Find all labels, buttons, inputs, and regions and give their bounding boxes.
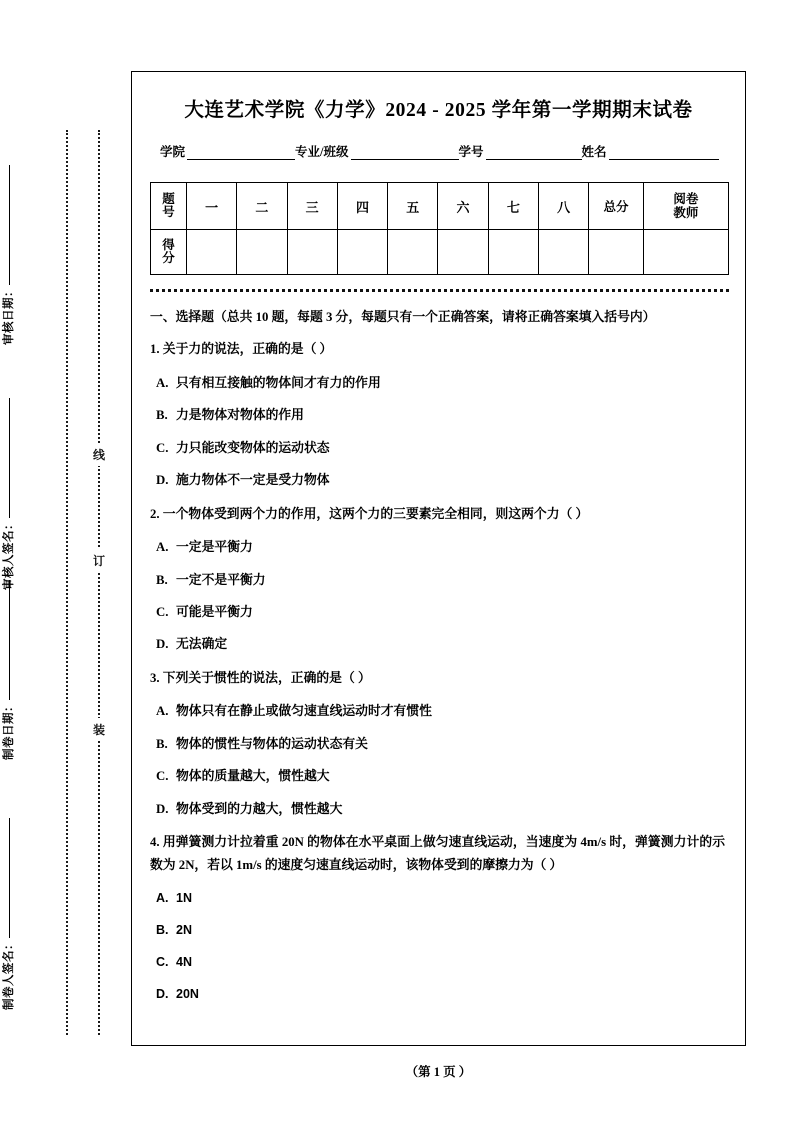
question-3-option-d-text: 物体受到的力越大，惯性越大 [176,801,343,816]
binding-char-order: 订 [88,549,110,572]
score-table-score-char2: 分 [162,251,175,265]
question-1-option-a[interactable] [156,373,725,393]
question-2-option-a-text: 一定是平衡力 [176,540,253,555]
question-1-option-c-text: 力只能改变物体的运动状态 [176,440,330,455]
page-footer [131,1062,746,1080]
student-id-field[interactable] [459,142,582,160]
question-4-option-d-text: 20N [176,986,199,1001]
score-table-score-char1: 得 [162,237,175,252]
score-cell-3[interactable] [287,230,337,275]
college-field[interactable] [160,142,295,160]
section-heading: 一、选择题（总共 10 题，每题 3 分，每题只有一个正确答案，请将正确答案填入括号内） [150,310,656,324]
score-table-col-7: 七 [488,183,538,230]
margin-label-paper-author-signature-rule [9,818,10,938]
question-1-option-d-tag: D. [156,473,169,488]
question-3-option-c-text: 物体的质量越大，惯性越大 [176,769,330,784]
margin-label-review-date-rule [9,165,10,285]
binding-margin [0,0,131,1122]
question-4-option-d-tag: D. [156,986,169,1001]
margin-label-paper-date-rule [9,580,10,700]
score-table-col-6: 六 [438,183,488,230]
score-table-col-5: 五 [388,183,438,230]
student-name-label: 姓名 [581,145,607,159]
question-2-option-a[interactable] [156,537,725,557]
question-4-option-c-tag: C. [156,954,169,969]
score-cell-6[interactable] [438,230,488,275]
question-1-option-b-text: 力是物体对物体的作用 [176,408,304,423]
section-divider [150,289,729,292]
question-2-option-c-tag: C. [156,604,169,619]
score-table-col-3: 三 [287,183,337,230]
score-table-col-4: 四 [337,183,387,230]
student-id-input-blank[interactable] [486,146,582,160]
question-2-option-d[interactable] [156,634,725,654]
question-4-option-a-tag: A. [156,890,169,905]
question-1-option-c-tag: C. [156,440,169,455]
question-2-option-c-text: 可能是平衡力 [176,604,253,619]
question-4-option-b[interactable] [156,920,725,940]
student-name-field[interactable] [582,142,719,160]
question-2-option-b-tag: B. [156,572,168,587]
question-3-option-a[interactable] [156,701,725,721]
score-table-teacher-label [643,183,728,230]
question-3-option-c-tag: C. [156,769,169,784]
college-label: 学院 [160,145,186,159]
major-class-field[interactable] [295,142,458,160]
score-table-wrapper [150,182,729,275]
score-table-question-no-char1: 题 [162,191,175,206]
page-title: 大连艺术学院《力学》2024 - 2025 学年第一学期期末试卷 [184,100,693,121]
binding-dotted-line-outer [98,130,100,1035]
major-class-label: 专业/班级 [295,145,349,159]
question-4-option-a[interactable] [156,888,725,908]
score-table-col-2: 二 [237,183,287,230]
question-1-option-b-tag: B. [156,408,168,423]
question-3-option-b[interactable] [156,734,725,754]
score-table-teacher-char1: 阅卷 [673,191,699,206]
question-2-option-d-tag: D. [156,637,169,652]
score-table-score-row [151,230,729,275]
question-3-option-d-tag: D. [156,801,169,816]
question-body [150,306,725,1004]
score-cell-teacher[interactable] [643,230,728,275]
student-name-input-blank[interactable] [609,146,719,160]
question-4-option-a-text: 1N [176,890,192,905]
score-table [150,182,729,275]
question-3-option-a-tag: A. [156,704,169,719]
question-3-option-c[interactable] [156,766,725,786]
question-1-option-d[interactable] [156,470,725,490]
binding-char-line: 线 [88,443,110,466]
score-cell-1[interactable] [186,230,236,275]
score-table-header-row [151,183,729,230]
score-table-col-1: 一 [186,183,236,230]
margin-label-paper-date-text: 制卷日期： [3,700,15,760]
score-cell-7[interactable] [488,230,538,275]
question-3-option-b-tag: B. [156,736,168,751]
score-table-score-label [151,230,187,275]
question-3-text: 3. 下列关于惯性的说法，正确的是（ ） [150,670,371,685]
question-1-option-c[interactable] [156,438,725,458]
question-4-option-c[interactable] [156,952,725,972]
binding-dotted-line-inner [66,130,68,1035]
question-4-option-c-text: 4N [176,954,192,969]
student-id-label: 学号 [458,145,484,159]
score-cell-8[interactable] [539,230,589,275]
question-1-option-b[interactable] [156,405,725,425]
question-2-option-d-text: 无法确定 [176,637,228,652]
margin-label-paper-author-signature [0,710,16,1010]
question-3-option-b-text: 物体的惯性与物体的运动状态有关 [176,736,368,751]
question-1-option-d-text: 施力物体不一定是受力物体 [176,473,330,488]
exam-sheet [131,71,746,1046]
question-1-option-a-tag: A. [156,375,169,390]
major-class-input-blank[interactable] [351,146,459,160]
score-table-question-no-label [151,183,187,230]
score-cell-2[interactable] [237,230,287,275]
question-3-option-a-text: 物体只有在静止或做匀速直线运动时才有惯性 [176,704,432,719]
question-1-text: 1. 关于力的说法，正确的是（ ） [150,342,333,357]
margin-label-paper-author-signature-text: 制卷人签名： [3,938,15,1010]
score-table-teacher-char2: 教师 [673,206,699,220]
college-input-blank[interactable] [187,146,295,160]
score-cell-4[interactable] [337,230,387,275]
page-indicator: （第 1 页 ） [405,1065,472,1079]
score-table-question-no-char2: 号 [162,205,175,219]
question-4-option-b-tag: B. [156,922,169,937]
student-info-line [160,142,727,160]
margin-label-reviewer-signature-text: 审核人签名： [3,518,15,590]
score-cell-5[interactable] [388,230,438,275]
score-table-col-8: 八 [539,183,589,230]
question-2-option-c[interactable] [156,602,725,622]
question-2-option-b-text: 一定不是平衡力 [176,572,266,587]
question-4-text: 4. 用弹簧测力计拉着重 20N 的物体在水平桌面上做匀速直线运动，当速度为 4m/s 时，弹簧测力计的示数为 2N，若以 1m/s 的速度匀速直线运动时，该物体受到的摩擦力为（ ） [150,835,725,872]
question-3-option-d[interactable] [156,799,725,819]
question-2-option-a-tag: A. [156,540,169,555]
score-cell-total[interactable] [589,230,643,275]
margin-label-review-date-text: 审核日期： [3,285,15,345]
binding-char-bind: 装 [88,718,110,741]
question-2-option-b[interactable] [156,570,725,590]
question-2-text: 2. 一个物体受到两个力的作用，这两个力的三要素完全相同，则这两个力（ ） [150,506,589,521]
question-1-option-a-text: 只有相互接触的物体间才有力的作用 [176,375,381,390]
score-table-total-label: 总分 [589,183,643,230]
question-4-option-b-text: 2N [176,922,192,937]
question-4-option-d[interactable] [156,984,725,1004]
